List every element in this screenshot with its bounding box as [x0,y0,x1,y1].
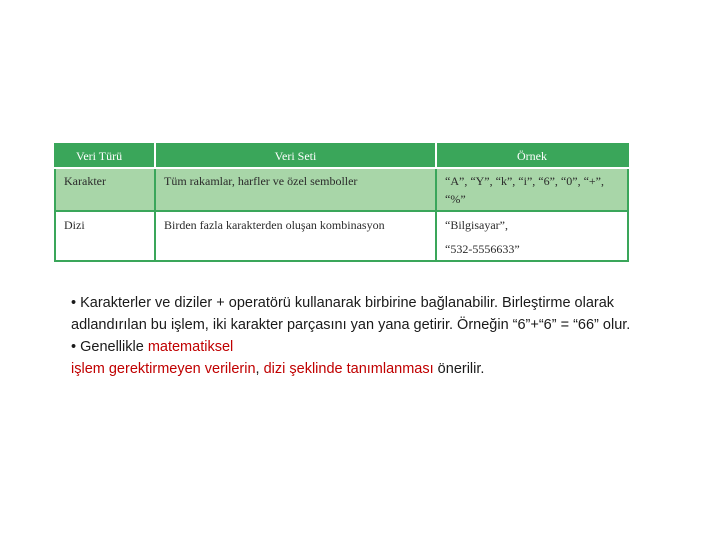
highlight-text: işlem gerektirmeyen verilerin [71,361,256,377]
cell-example [436,168,628,211]
body-text [71,292,631,380]
highlight-text: dizi şeklinde tanımlanması [263,361,434,377]
example-line: “532-5556633” [445,242,520,256]
data-types-table [54,143,629,262]
table-row [55,211,628,261]
cell-example [436,211,628,261]
paragraph-recommendation [71,336,631,380]
highlight-text: matematiksel [147,339,234,355]
table-row [55,168,628,211]
example-line: “%” [445,192,466,206]
cell-type: Karakter [55,168,155,211]
plain-text: önerilir. [433,361,485,377]
header-data-type: Veri Türü [55,144,155,168]
header-data-set: Veri Seti [155,144,436,168]
example-line: “Bilgisayar”, [445,218,508,232]
cell-set: Tüm rakamlar, harfler ve özel semboller [155,168,436,211]
cell-type: Dizi [55,211,155,261]
cell-set: Birden fazla karakterden oluşan kombinasyon [155,211,436,261]
plain-text: , [255,361,264,377]
paragraph-concatenation: • Karakterler ve diziler + operatörü kullanarak birbirine bağlanabilir. Birleştirme olarak adlandırılan bu işlem, iki karakter parçasını yan yana getirir. Örneğin “6”+“6” = “66” olur. [71,295,631,333]
example-line: “A”, “Y”, “k”, “i”, “6”, “0”, “+”, [445,174,604,188]
table-header-row [55,144,628,168]
bullet-text: • Genellikle [71,339,148,355]
header-example: Örnek [436,144,628,168]
